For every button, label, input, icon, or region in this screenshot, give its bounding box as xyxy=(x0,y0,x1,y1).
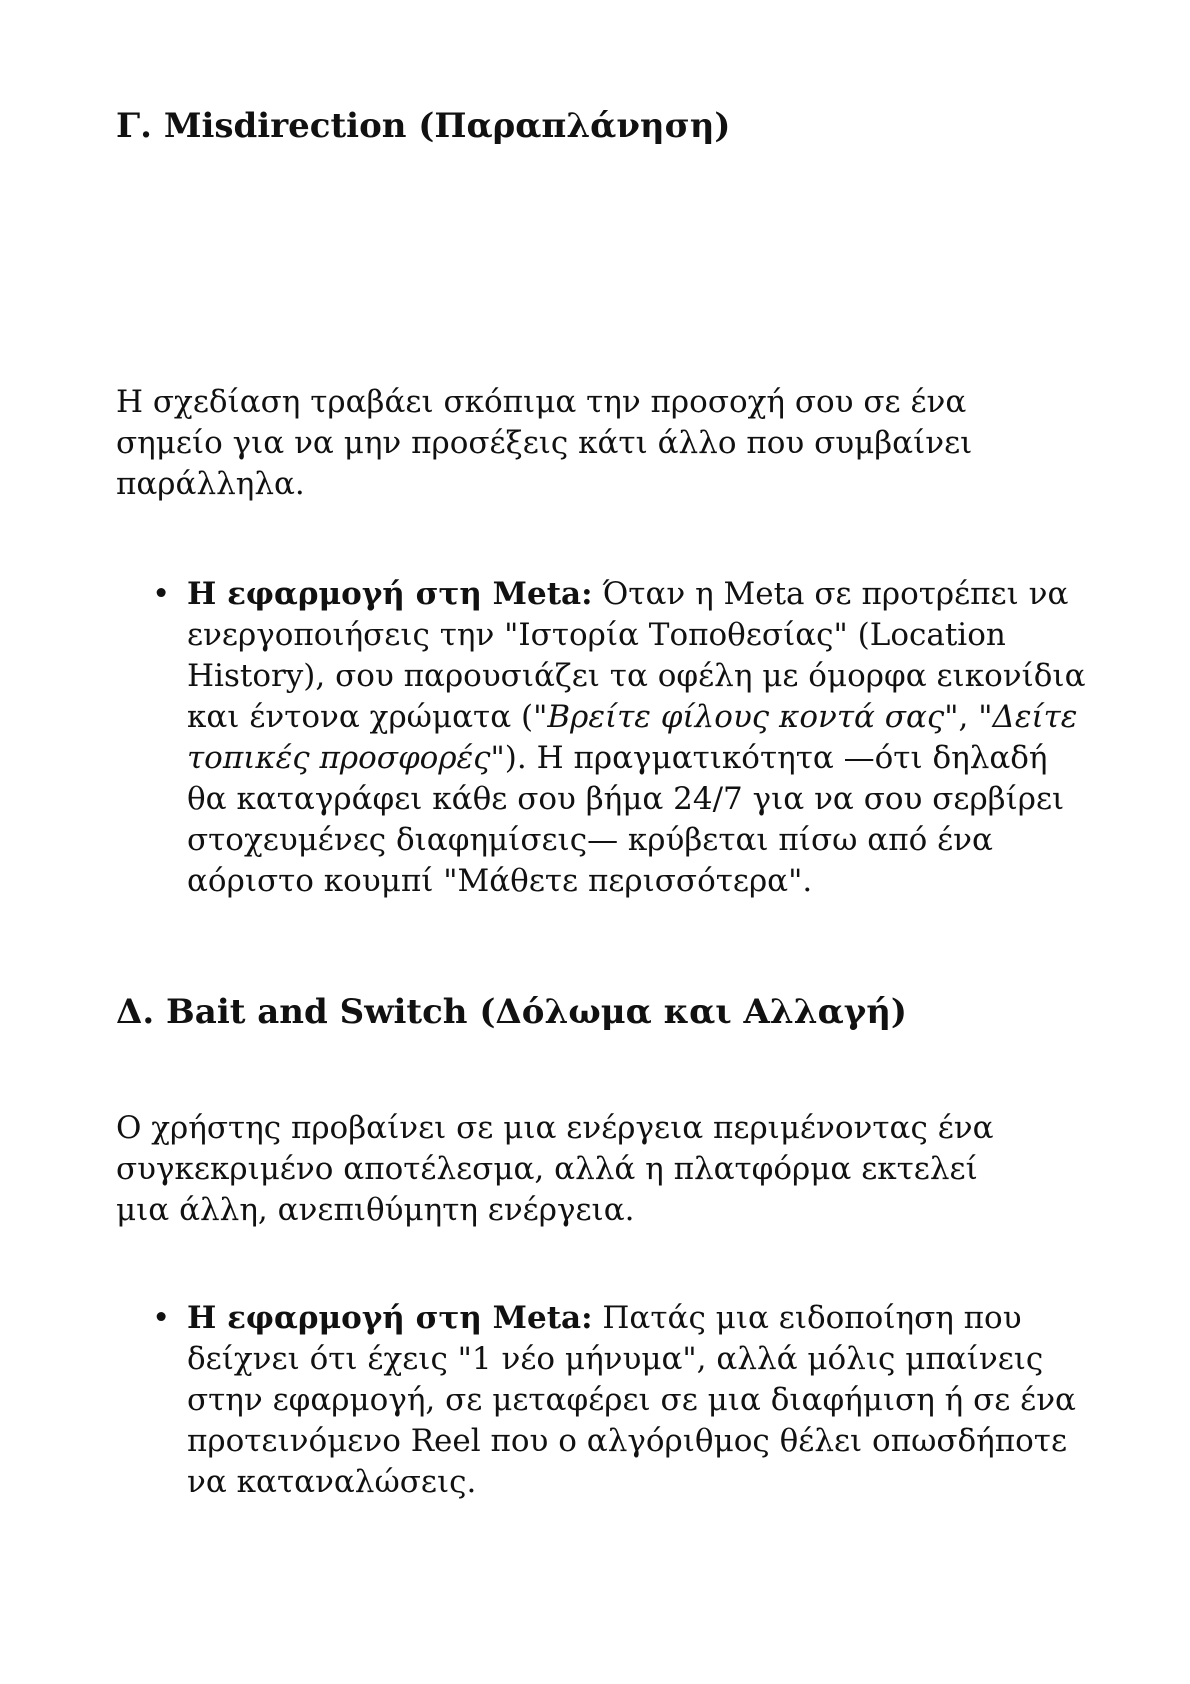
section-d-bullet-text: Πατάς μια ειδοποίηση που δείχνει ότι έχεις "1 νέο μήνυμα", αλλά μόλις μπαίνεις στην εφαρμογή, σε μεταφέρει σε μια διαφήμιση ή σε ένα προτεινόμενο Reel που ο αλγόριθμος θέλει οπωσδήποτε να καταναλώσεις. xyxy=(187,1300,1076,1500)
section-c-heading: Γ. Misdirection (Παραπλάνηση) xyxy=(116,106,731,146)
section-d-heading: Δ. Bait and Switch (Δόλωμα και Αλλαγή) xyxy=(116,992,907,1032)
section-c-bullet-italic-1: "Βρείτε φίλους κοντά σας" xyxy=(533,699,959,735)
section-d-bullet-lead: Η εφαρμογή στη Meta: xyxy=(187,1300,593,1336)
section-d-paragraph: Ο χρήστης προβαίνει σε μια ενέργεια περιμένοντας ένα συγκεκριμένο αποτέλεσμα, αλλά η πλατφόρμα εκτελεί μια άλλη, ανεπιθύμητη ενέργεια. xyxy=(116,1110,994,1228)
bullet-dot-icon: • xyxy=(152,576,171,612)
section-d-bullet-item xyxy=(0,1298,1087,1503)
section-c-bullet-italic-2: "Δείτε τοπικές προσφορές" xyxy=(187,699,1078,776)
section-c-bullet-text-2: , xyxy=(958,699,979,735)
section-c-bullet-list xyxy=(0,574,1190,902)
section-c-bullet-text-1: Όταν η Meta σε προτρέπει να ενεργοποιήσεις την "Ιστορία Τοποθεσίας" (Location History), σου παρουσιάζει τα οφέλη με όμορφα εικονίδια και έντονα χρώματα ( xyxy=(187,576,1086,735)
section-c-bullet-item xyxy=(0,574,1087,902)
section-c-paragraph: Η σχεδίαση τραβάει σκόπιμα την προσοχή σου σε ένα σημείο για να μην προσέξεις κάτι άλλο που συμβαίνει παράλληλα. xyxy=(116,384,973,502)
section-c-bullet-text-3: ). Η πραγματικότητα —ότι δηλαδή θα καταγράφει κάθε σου βήμα 24/7 για να σου σερβίρει στοχευμένες διαφημίσεις— κρύβεται πίσω από ένα αόριστο κουμπί "Μάθετε περισσότερα". xyxy=(187,740,1065,899)
section-c-bullet-lead: Η εφαρμογή στη Meta: xyxy=(187,576,593,612)
bullet-dot-icon: • xyxy=(152,1300,171,1336)
section-d-bullet-list xyxy=(0,1298,1190,1503)
